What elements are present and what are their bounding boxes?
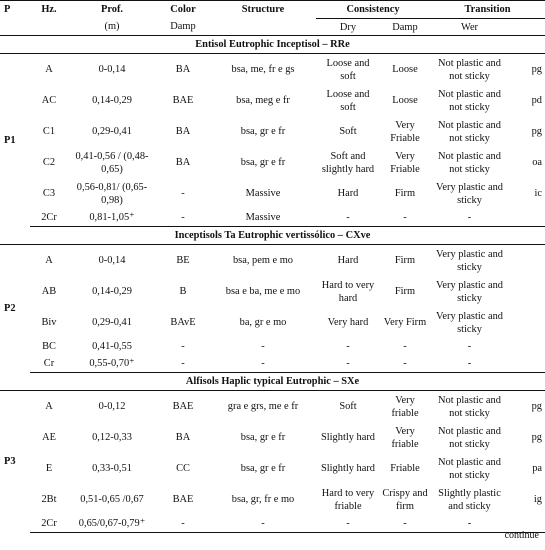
cell-hz: 2Cr <box>30 515 68 533</box>
cell-dry: - <box>346 341 350 352</box>
cell-color: BA <box>175 126 191 137</box>
section-title: Inceptisols Ta Eutrophic vertissólico – CXve <box>0 227 545 245</box>
cell-hz: 2Cr <box>30 209 68 227</box>
cell-structure: ba, gr e mo <box>239 317 287 328</box>
cell-damp: - <box>380 355 430 373</box>
cell-hz: C3 <box>42 188 56 199</box>
cell-prof: 0,41-0,56 / (0,48-0,65) <box>75 150 149 175</box>
section-title-row <box>0 373 545 391</box>
cell-dry: Soft <box>339 401 357 412</box>
cell-damp: Loose <box>392 95 418 106</box>
table-row <box>0 147 545 178</box>
cell-transition: pg <box>531 64 542 75</box>
cell-wet: Very plastic and sticky <box>436 248 503 273</box>
cell-dry: - <box>316 209 380 227</box>
cell-structure: bsa, gr e fr <box>240 126 286 137</box>
cell-hz: A <box>45 64 53 75</box>
cell-transition: ig <box>533 494 542 505</box>
cell-damp: Friable <box>390 463 420 474</box>
cell-color: BE <box>176 255 190 266</box>
cell-transition <box>509 245 545 277</box>
cell-transition <box>509 209 545 227</box>
cell-wet: - <box>430 355 509 373</box>
cell-dry: Soft <box>339 126 357 137</box>
cell-wet: Very plastic and sticky <box>436 310 503 335</box>
table-header-row <box>0 1 545 19</box>
cell-transition: pd <box>531 95 542 106</box>
cell-damp: Crispy and firm <box>382 487 428 512</box>
table-row <box>0 85 545 116</box>
cell-dry: Slightly hard <box>321 432 375 443</box>
cell-prof: 0,55-0,70⁺ <box>68 355 156 373</box>
table-row <box>0 422 545 453</box>
header-wet: Wer <box>430 19 509 36</box>
cell-color: - <box>181 341 185 352</box>
cell-prof: 0-0,12 <box>98 401 126 412</box>
cell-prof: 0,29-0,41 <box>92 317 132 328</box>
header-damp: Damp <box>380 19 430 36</box>
cell-hz: E <box>45 463 53 474</box>
table-row <box>0 338 545 355</box>
profile-id: P3 <box>4 456 16 468</box>
cell-hz: Biv <box>41 317 57 328</box>
cell-hz: AB <box>41 286 57 297</box>
section-title-row <box>0 227 545 245</box>
cell-structure: Massive <box>210 209 316 227</box>
cell-wet: - <box>430 515 509 533</box>
cell-structure: gra e grs, me e fr <box>227 401 299 412</box>
cell-color: CC <box>176 463 190 474</box>
cell-transition: pg <box>531 126 542 137</box>
cell-structure: bsa, pem e mo <box>232 255 294 266</box>
cell-dry: Loose and soft <box>326 57 370 82</box>
table-row <box>0 116 545 147</box>
header-dry: Dry <box>316 19 380 36</box>
header-structure: Structure <box>210 1 316 19</box>
cell-damp: Very Friable <box>390 150 420 175</box>
header-color-sub: Damp <box>156 19 210 36</box>
cell-prof: 0-0,14 <box>98 255 126 266</box>
cell-prof: 0,81-1,05⁺ <box>68 209 156 227</box>
cell-dry: Hard to very friable <box>321 487 375 512</box>
table-row <box>0 515 545 533</box>
cell-wet: Not plastic and not sticky <box>438 425 501 450</box>
cell-damp: Very Friable <box>390 119 420 144</box>
cell-transition: pg <box>531 401 542 412</box>
cell-prof: 0,29-0,41 <box>92 126 132 137</box>
table-row <box>0 276 545 307</box>
cell-color: BA <box>175 432 191 443</box>
cell-transition <box>509 338 545 355</box>
cell-color: BAvE <box>170 317 196 328</box>
cell-structure: Massive <box>245 188 281 199</box>
cell-wet: - <box>430 209 509 227</box>
cell-color: BAE <box>172 95 194 106</box>
header-consistency: Consistency <box>316 1 430 19</box>
cell-structure: bsa, me, fr e gs <box>231 64 295 75</box>
cell-wet: Not plastic and not sticky <box>438 88 501 113</box>
cell-transition <box>509 276 545 307</box>
cell-prof: 0,41-0,55 <box>92 341 132 352</box>
cell-hz: AE <box>42 432 56 443</box>
cell-hz: BC <box>42 341 56 352</box>
cell-structure: bsa, gr, fr e mo <box>231 494 295 505</box>
cell-structure: - <box>210 515 316 533</box>
cell-wet: Not plastic and not sticky <box>438 456 501 481</box>
table-row <box>0 391 545 423</box>
profile-id: P2 <box>4 303 16 315</box>
cell-hz: C1 <box>42 126 56 137</box>
cell-prof: 0,12-0,33 <box>92 432 132 443</box>
cell-prof: 0,65/0,67-0,79⁺ <box>68 515 156 533</box>
cell-wet: Very plastic and sticky <box>436 279 503 304</box>
cell-damp: Firm <box>394 286 416 297</box>
cell-wet: Not plastic and not sticky <box>438 57 501 82</box>
table-subheader-row <box>0 19 545 36</box>
table-row <box>0 178 545 209</box>
cell-color: BA <box>175 157 191 168</box>
cell-dry: Hard <box>337 188 359 199</box>
cell-structure: bsa, gr e fr <box>240 463 286 474</box>
cell-dry: Hard <box>337 255 359 266</box>
table-row <box>0 307 545 338</box>
cell-dry: Hard to very hard <box>321 279 375 304</box>
cell-damp: Loose <box>392 64 418 75</box>
cell-color: - <box>156 355 210 373</box>
cell-dry: - <box>316 355 380 373</box>
cell-damp: - <box>403 341 407 352</box>
cell-wet: Slightly plastic and sticky <box>438 487 501 512</box>
cell-color: B <box>179 286 187 297</box>
cell-transition <box>509 355 545 373</box>
cell-damp: Firm <box>394 188 416 199</box>
cell-dry: Very hard <box>327 317 369 328</box>
table-row <box>0 484 545 515</box>
cell-damp: Very friable <box>391 425 419 450</box>
cell-hz: AC <box>41 95 57 106</box>
table-row <box>0 245 545 277</box>
profile-id: P1 <box>4 134 16 146</box>
cell-damp: Very friable <box>391 394 419 419</box>
cell-transition: pa <box>532 463 542 474</box>
cell-hz: Cr <box>30 355 68 373</box>
cell-transition: oa <box>532 157 542 168</box>
header-prof-unit: (m) <box>68 19 156 36</box>
cell-damp: - <box>380 515 430 533</box>
header-p: P <box>0 1 30 19</box>
cell-prof: 0,33-0,51 <box>92 463 132 474</box>
cell-prof: 0,56-0,81/ (0,65-0,98) <box>76 181 148 206</box>
cell-prof: 0-0,14 <box>98 64 126 75</box>
cell-hz: 2Bt <box>41 494 57 505</box>
cell-color: BA <box>175 64 191 75</box>
table-row <box>0 355 545 373</box>
cell-hz: C2 <box>42 157 56 168</box>
cell-structure: bsa, gr e fr <box>240 432 286 443</box>
cell-prof: 0,14-0,29 <box>92 286 132 297</box>
cell-wet: - <box>467 341 472 352</box>
cell-hz: A <box>45 401 53 412</box>
cell-color: - <box>156 209 210 227</box>
cell-structure: - <box>210 355 316 373</box>
cell-transition <box>509 307 545 338</box>
header-prof: Prof. <box>68 1 156 19</box>
header-transition: Transition <box>430 1 545 19</box>
cell-color: BAE <box>172 494 194 505</box>
cell-wet: Very plastic and sticky <box>436 181 503 206</box>
table-row <box>0 209 545 227</box>
cell-structure: bsa, gr e fr <box>240 157 286 168</box>
section-title-row <box>0 36 545 54</box>
cell-dry: Soft and slightly hard <box>321 150 375 175</box>
header-hz: Hz. <box>30 1 68 19</box>
section-title: Alfisols Haplic typical Eutrophic – SXe <box>0 373 545 391</box>
section-title: Entisol Eutrophic Inceptisol – RRe <box>0 36 545 54</box>
cell-structure: bsa e ba, me e mo <box>225 286 301 297</box>
header-color: Color <box>156 1 210 19</box>
cell-prof: 0,51-0,65 /0,67 <box>80 494 144 505</box>
table-row <box>0 453 545 484</box>
cell-structure: - <box>261 341 265 352</box>
table-row <box>0 54 545 86</box>
cell-wet: Not plastic and not sticky <box>438 119 501 144</box>
cell-color: - <box>181 188 185 199</box>
cell-prof: 0,14-0,29 <box>92 95 132 106</box>
cell-dry: Loose and soft <box>326 88 370 113</box>
cell-color: - <box>156 515 210 533</box>
cell-damp: Very Firm <box>383 317 427 328</box>
cell-damp: Firm <box>394 255 416 266</box>
cell-transition: pg <box>531 432 542 443</box>
cell-transition: ic <box>534 188 542 199</box>
cell-wet: Not plastic and not sticky <box>438 150 501 175</box>
cell-structure: bsa, meg e fr <box>236 95 290 106</box>
cell-dry: - <box>316 515 380 533</box>
cell-wet: Not plastic and not sticky <box>438 394 501 419</box>
cell-dry: Slightly hard <box>321 463 375 474</box>
continue-note: continue <box>504 530 539 541</box>
cell-damp: - <box>380 209 430 227</box>
cell-hz: A <box>45 255 53 266</box>
cell-color: BAE <box>172 401 194 412</box>
